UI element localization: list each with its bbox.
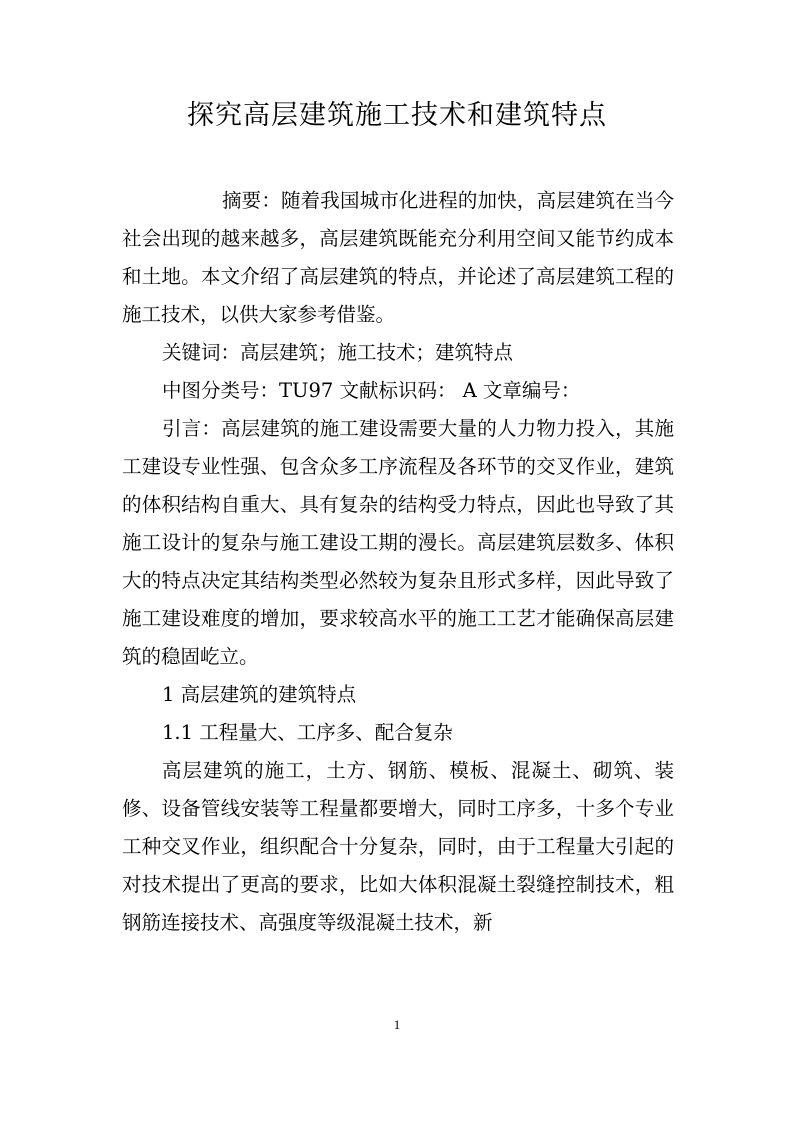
section-heading-1: 1 高层建筑的建筑特点 [162, 683, 357, 706]
intro-paragraph: 引言：高层建筑的施工建设需要大量的人力物力投入，其施工建设专业性强、包含众多工序流程及各环节的交叉作业，建筑的体积结构自重大、具有复杂的结构受力特点，因此也导致了其施工设计的复杂与施工建设工期的漫长。高层建筑层数多、体积大的特点决定其结构类型必然较为复杂且形式多样，因此导致了施工建设难度的增加，要求较高水平的施工工艺才能确保高层建筑的稳固屹立。 [122, 417, 674, 668]
document-title: 探究高层建筑施工技术和建筑特点 [187, 100, 607, 131]
body-paragraph: 高层建筑的施工，土方、钢筋、模板、混凝土、砌筑、装修、设备管线安装等工程量都要增大，同时工序多，十多个专业工种交叉作业，组织配合十分复杂，同时，由于工程量大引起的对技术提出了更高的要求，比如大体积混凝土裂缝控制技术，粗钢筋连接技术、高强度等级混凝土技术，新 [122, 759, 674, 934]
page-number: 1 [393, 1017, 401, 1032]
abstract-paragraph: 摘要：随着我国城市化进程的加快，高层建筑在当今社会出现的越来越多，高层建筑既能充分利用空间又能节约成本和土地。本文介绍了高层建筑的特点，并论述了高层建筑工程的施工技术，以供大家参考借鉴。 [122, 189, 674, 326]
keywords-line: 关键词：高层建筑；施工技术；建筑特点 [162, 341, 514, 364]
section-heading-1-1: 1.1 工程量大、工序多、配合复杂 [162, 721, 453, 744]
classification-line: 中图分类号：TU97 文献标识码： A 文章编号： [162, 379, 581, 402]
document-body [122, 182, 674, 942]
